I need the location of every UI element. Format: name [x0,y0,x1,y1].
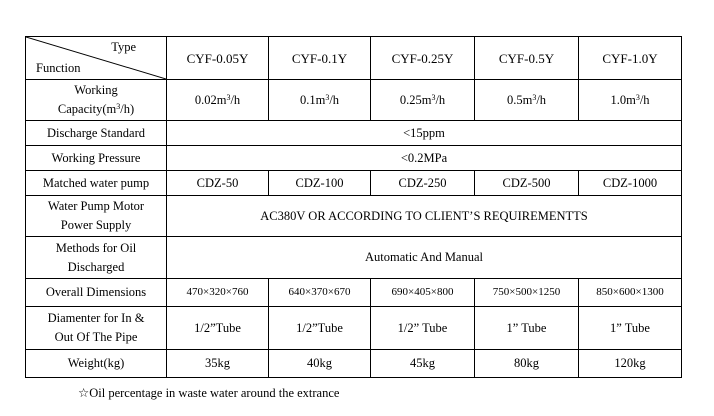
model-header-1: CYF-0.05Y [167,37,269,80]
pipe-value-2: 1/2”Tube [269,307,371,350]
discharge-label: Discharge Standard [26,121,167,146]
type-function-header-cell [26,37,167,80]
dimensions-value-2: 640×370×670 [269,279,371,307]
weight-value-2: 40kg [269,350,371,378]
dimensions-label: Overall Dimensions [26,279,167,307]
weight-value-1: 35kg [167,350,269,378]
pipe-value-3: 1/2” Tube [371,307,475,350]
weight-value-5: 120kg [579,350,682,378]
model-header-4: CYF-0.5Y [475,37,579,80]
oil-method-value: Automatic And Manual [167,237,682,279]
pressure-value: <0.2MPa [167,146,682,171]
weight-label: Weight(kg) [26,350,167,378]
oil-method-row [26,237,682,279]
footnote-text: Oil percentage in waste water around the extrance [89,386,340,400]
type-label: Type [111,40,136,54]
pressure-label: Working Pressure [26,146,167,171]
power-value: AC380V OR ACCORDING TO CLIENT’S REQUIREMENTTS [167,196,682,237]
discharge-row [26,121,682,146]
pump-row [26,171,682,196]
capacity-value-2: $0.1m^3/h$ [269,80,371,121]
capacity-value-4: $0.5m^3/h$ [475,80,579,121]
pump-value-3: CDZ-250 [371,171,475,196]
spec-table [25,36,682,378]
capacity-row [26,80,682,121]
weight-value-3: 45kg [371,350,475,378]
footnote [78,385,339,401]
pipe-value-5: 1” Tube [579,307,682,350]
pipe-label: Diamenter for In & Out Of The Pipe [26,307,167,350]
power-row [26,196,682,237]
model-header-3: CYF-0.25Y [371,37,475,80]
dimensions-value-3: 690×405×800 [371,279,475,307]
capacity-value-1: $0.02m^3/h$ [167,80,269,121]
pressure-row [26,146,682,171]
dimensions-value-1: 470×320×760 [167,279,269,307]
pump-value-1: CDZ-50 [167,171,269,196]
weight-value-4: 80kg [475,350,579,378]
dimensions-value-4: 750×500×1250 [475,279,579,307]
capacity-value-3: $0.25m^3/h$ [371,80,475,121]
dimensions-value-5: 850×600×1300 [579,279,682,307]
function-label: Function [36,61,81,75]
pump-value-2: CDZ-100 [269,171,371,196]
capacity-label: Working $Capacity(m^3/h)$ [26,80,167,121]
dimensions-row [26,279,682,307]
header-row [26,37,682,80]
pipe-value-1: 1/2”Tube [167,307,269,350]
pipe-row [26,307,682,350]
pump-label: Matched water pump [26,171,167,196]
pump-value-4: CDZ-500 [475,171,579,196]
power-label: Water Pump Motor Power Supply [26,196,167,237]
capacity-value-5: $1.0m^3/h$ [579,80,682,121]
discharge-value: <15ppm [167,121,682,146]
oil-method-label: Methods for Oil Discharged [26,237,167,279]
pipe-value-4: 1” Tube [475,307,579,350]
weight-row [26,350,682,378]
white-star-icon: ☆ [78,386,90,400]
model-header-2: CYF-0.1Y [269,37,371,80]
pump-value-5: CDZ-1000 [579,171,682,196]
model-header-5: CYF-1.0Y [579,37,682,80]
